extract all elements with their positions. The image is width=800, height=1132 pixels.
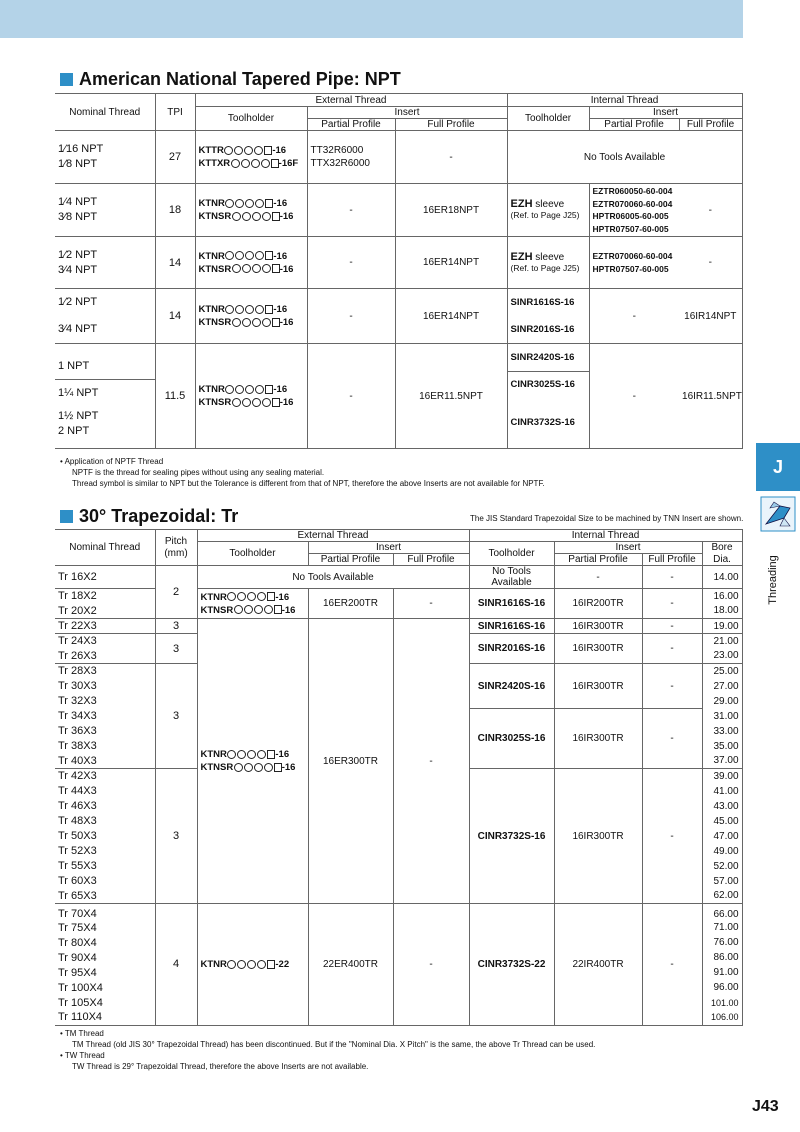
- col-external: External Thread: [195, 94, 507, 107]
- table-row: Tr 95X4 91.00: [55, 965, 742, 980]
- col-nominal: Nominal Thread: [55, 530, 155, 566]
- section-tab-j[interactable]: J: [756, 443, 800, 491]
- col-pitch: Pitch (mm): [155, 530, 197, 566]
- table-row: Tr 32X3 29.00: [55, 694, 742, 709]
- table-row: Tr 80X4 76.00: [55, 935, 742, 950]
- col-int-insert: Insert: [554, 542, 702, 554]
- col-int-partial: Partial Profile: [589, 119, 679, 131]
- section-bullet-icon: [60, 510, 73, 523]
- table-row: Tr 55X3 52.00: [55, 859, 742, 874]
- section-bullet-icon: [60, 73, 73, 86]
- npt-table: [55, 93, 743, 449]
- col-bore: Bore: [702, 542, 742, 554]
- col-int-toolholder: Toolholder: [469, 542, 554, 566]
- table-row: Tr 18X2 KTNR -16 KTNSR -16 16ER200TR - SINR1616S-16 16IR200TR - 16.00: [55, 589, 742, 604]
- col-ext-insert: Insert: [308, 542, 469, 554]
- table-row: Tr 20X2 18.00: [55, 604, 742, 619]
- col-int-insert: Insert: [589, 107, 742, 119]
- table-row: Tr 36X3 33.00: [55, 724, 742, 739]
- table-row: Tr 60X3 57.00: [55, 874, 742, 889]
- col-internal: Internal Thread: [507, 94, 742, 107]
- table-row: 1 NPT 1¼ NPT 1½ NPT 2 NPT 11.5 KTNR -16 KTNSR -16 - 16ER11.5NPT SINR2420S-16 CINR3025S-16 CINR3732S-16 - 16IR11.5NPT: [55, 344, 742, 449]
- col-ext-partial: Partial Profile: [307, 119, 395, 131]
- table-row: Tr 70X4 4 KTNR -22 22ER400TR - CINR3732S-22 22IR400TR - 66.00: [55, 904, 742, 921]
- table-row: Tr 105X4 101.00: [55, 995, 742, 1010]
- npt-note: • Application of NPTF Thread NPTF is the thread for sealing pipes without using any sealing material. Thread symbol is similar to NPT but the Tolerance is different from that of NPT, therefore the above Inserts are not available for NPTF.: [60, 457, 545, 488]
- col-ext-toolholder: Toolholder: [195, 107, 307, 131]
- tr-table: Nominal Thread Pitch (mm) External Thread Internal Thread Toolholder Insert Toolholder Insert Bore Partial Profile Full Profile Partial Profile Full Profile Dia. Tr 16X2 2 No Tools Available No Tools Available - - 14.00 Tr 18X2 KTNR -16 KTNSR -16 16ER200TR - SINR1616S-16 16IR200TR - 16.00 Tr 20X2 18.00 Tr 22X3 3 KTNR -16 KTNSR -16 16ER300TR - SINR1616S-16 16IR300TR - 19.00 Tr 24X3 3 SINR2016S-16 16IR300TR - 21.00 Tr 26X3 23.00 Tr 28X3 3 SINR2420S-16 16IR300TR - 25.00 Tr 30X3 27.00 Tr 32X3 29.00 Tr 34X3 CINR3025S-16 16IR300TR - 31.00 Tr 36X3 33.00 Tr 38X3 35.00 Tr 40X3 37.00 Tr 42X3 3 CINR3732S-16 16IR300TR - 39.00 Tr 44X3 41.00 Tr 46X3 43.00 Tr 48X3 45.00 Tr 50X3 47.00 Tr 52X3 49.00 Tr 55X3 52.00 Tr 60X3 57.00 Tr 65X3 62.00 Tr 70X4 4 KTNR -22 22ER400TR - CINR3732S-22 22IR400TR - 66.00 Tr 75X4 71.00 Tr 80X4 76.00 Tr 90X4 86.00 Tr 95X4 91.00 Tr 100X4 96.00 Tr 105X4 101.00 Tr 110X4 106.00: [55, 529, 743, 1026]
- col-tpi: TPI: [155, 94, 195, 131]
- col-ext-toolholder: Toolholder: [197, 542, 308, 566]
- table-row: Tr 65X3 62.00: [55, 889, 742, 904]
- table-row: Tr 22X3 3 KTNR -16 KTNSR -16 16ER300TR - SINR1616S-16 16IR300TR - 19.00: [55, 619, 742, 634]
- col-nominal: Nominal Thread: [55, 94, 155, 131]
- table-row: Tr 26X3 23.00: [55, 649, 742, 664]
- col-ext-full: Full Profile: [395, 119, 507, 131]
- col-int-full: Full Profile: [679, 119, 742, 131]
- col-ext-insert: Insert: [307, 107, 507, 119]
- table-row: Tr 46X3 43.00: [55, 799, 742, 814]
- tr-notes: • TM Thread TM Thread (old JIS 30° Trapezoidal Thread) has been discontinued. But if the "Nominal Dia. X Pitch" is the same, the above Tr Thread can be used. • TW Thread TW Thread is 29° Trapezoidal Thread, therefore the above Inserts are not available.: [60, 1029, 596, 1071]
- table-row: Tr 100X4 96.00: [55, 980, 742, 995]
- table-row: Tr 48X3 45.00: [55, 814, 742, 829]
- table-row: 1⁄16 NPT 1⁄8 NPT 27 KTTR -16 KTTXR -16F TT32R6000 TTX32R6000 - No Tools Available: [55, 131, 742, 184]
- table-row: Tr 44X3 41.00: [55, 784, 742, 799]
- section-label-threading: Threading: [767, 555, 779, 605]
- table-row: Tr 34X3 CINR3025S-16 16IR300TR - 31.00: [55, 709, 742, 724]
- page-number: J43: [752, 1098, 779, 1115]
- table-row: Tr 42X3 3 CINR3732S-16 16IR300TR - 39.00: [55, 769, 742, 784]
- table-row: Tr 16X2 2 No Tools Available No Tools Available - - 14.00: [55, 566, 742, 589]
- table-row: Tr 38X3 35.00: [55, 739, 742, 754]
- table-row: Tr 30X3 27.00: [55, 679, 742, 694]
- table-row: Tr 24X3 3 SINR2016S-16 16IR300TR - 21.00: [55, 634, 742, 649]
- col-int-toolholder: Toolholder: [507, 107, 589, 131]
- table-row: Tr 75X4 71.00: [55, 920, 742, 935]
- table-row: Tr 50X3 47.00: [55, 829, 742, 844]
- table-row: Tr 52X3 49.00: [55, 844, 742, 859]
- table-row: Tr 40X3 37.00: [55, 754, 742, 769]
- top-banner: [0, 0, 743, 38]
- col-internal: Internal Thread: [469, 530, 742, 542]
- table-row: Tr 90X4 86.00: [55, 950, 742, 965]
- npt-section-title: American National Tapered Pipe: NPT: [60, 69, 401, 90]
- table-row: Tr 110X4 106.00: [55, 1010, 742, 1025]
- table-row: Tr 28X3 3 SINR2420S-16 16IR300TR - 25.00: [55, 664, 742, 679]
- table-row: 1⁄2 NPT 3⁄4 NPT 14 KTNR -16 KTNSR -16 - 16ER14NPT SINR1616S-16 SINR2016S-16 - 16IR14NPT: [55, 289, 742, 344]
- table-row: 1⁄4 NPT 3⁄8 NPT 18 KTNR -16 KTNSR -16 - 16ER18NPT EZH sleeve (Ref. to Page J25) EZTR060050-60-004 EZTR070060-60-004 HPTR06005-60-005 HPTR07507-60-005 -: [55, 184, 742, 237]
- tr-section-title: 30° Trapezoidal: Tr: [60, 506, 238, 527]
- col-external: External Thread: [197, 530, 469, 542]
- table-row: 1⁄2 NPT 3⁄4 NPT 14 KTNR -16 KTNSR -16 - 16ER14NPT EZH sleeve (Ref. to Page J25) EZTR070060-60-004 HPTR07507-60-005 -: [55, 237, 742, 289]
- tr-subnote: The JIS Standard Trapezoidal Size to be machined by TNN Insert are shown.: [470, 514, 744, 523]
- threading-tool-icon: [760, 496, 796, 532]
